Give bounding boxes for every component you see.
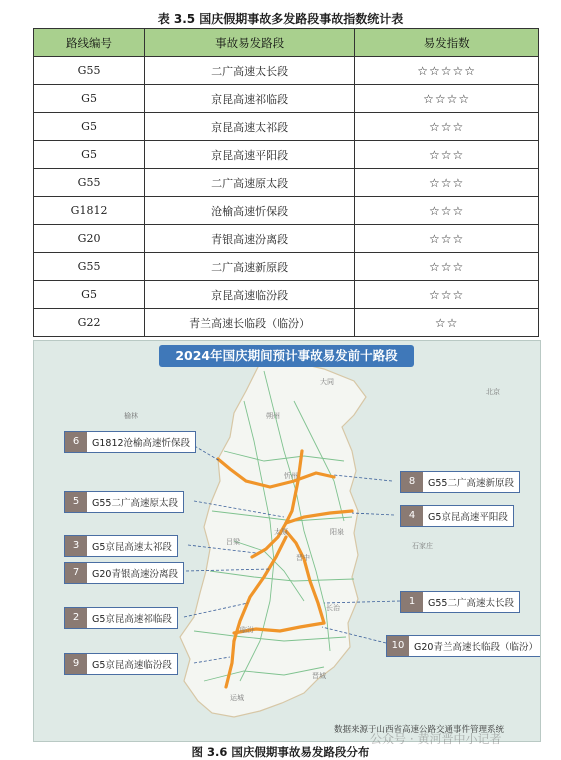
route-code-cell: G22 [34,309,145,337]
section-cell: 沧榆高速忻保段 [145,197,355,225]
table-title: 表 3.5 国庆假期事故多发路段事故指数统计表 [157,12,404,26]
section-cell: 京昆高速祁临段 [145,85,355,113]
index-stars-cell: ☆☆☆ [355,225,539,253]
city-label: 长治 [326,604,340,612]
index-stars-cell: ☆☆☆ [355,197,539,225]
callout-label: G5京昆高速平阳段 [428,512,508,523]
table-row [34,197,539,225]
callout-label: G5京昆高速太祁段 [92,542,172,553]
route-code-cell: G55 [34,169,145,197]
callout-rank: 8 [401,472,423,492]
section-cell: 二广高速新原段 [145,253,355,281]
callout-label: G20青兰高速长临段（临汾） [414,642,538,653]
index-stars-cell: ☆☆☆☆ [355,85,539,113]
table-row [34,281,539,309]
route-code-cell: G20 [34,225,145,253]
route-callout [64,431,196,453]
data-source-note: 数据来源于山西省高速公路交通事件管理系统 [334,725,505,735]
city-label: 朔州 [266,412,280,420]
section-cell: 京昆高速太祁段 [145,113,355,141]
route-callout [400,505,514,527]
route-callout [400,591,520,613]
route-map [33,340,541,742]
callout-rank: 4 [401,506,423,526]
city-label: 吕梁 [226,538,240,546]
index-stars-cell: ☆☆☆ [355,113,539,141]
table-row [34,309,539,337]
table-row [34,253,539,281]
callout-rank: 9 [65,654,87,674]
city-label: 临汾 [240,626,254,634]
index-stars-cell: ☆☆☆ [355,281,539,309]
city-label: 晋城 [312,672,326,680]
table-row [34,141,539,169]
header-index: 易发指数 [355,29,539,57]
city-label: 榆林 [124,412,138,420]
callout-rank: 5 [65,492,87,512]
city-label: 太原 [274,528,288,536]
callout-rank: 7 [65,563,87,583]
city-label: 北京 [486,388,500,396]
table-row [34,169,539,197]
city-label: 运城 [230,694,244,702]
figure-caption: 图 3.6 国庆假期事故易发路段分布 [191,745,370,759]
table-header-row [34,29,539,57]
callout-rank: 10 [387,636,409,656]
route-code-cell: G1812 [34,197,145,225]
route-callout [64,607,178,629]
index-stars-cell: ☆☆ [355,309,539,337]
table-row [34,225,539,253]
city-label: 大同 [320,378,334,386]
callout-label: G55二广高速太长段 [428,598,514,609]
city-label: 晋中 [296,554,310,562]
section-cell: 京昆高速平阳段 [145,141,355,169]
route-code-cell: G55 [34,253,145,281]
route-callout [64,535,178,557]
callout-label: G5京昆高速祁临段 [92,614,172,625]
callout-rank: 2 [65,608,87,628]
section-cell: 二广高速原太段 [145,169,355,197]
section-cell: 青银高速汾离段 [145,225,355,253]
map-banner: 2024年国庆期间预计事故易发前十路段 [159,345,414,367]
callout-rank: 3 [65,536,87,556]
route-callout [386,635,541,657]
callout-label: G55二广高速新原段 [428,478,514,489]
callout-label: G1812沧榆高速忻保段 [92,438,191,449]
section-cell: 青兰高速长临段（临汾） [145,309,355,337]
watermark: 公众号 · 黄河晋中小记者 [370,732,502,746]
route-code-cell: G55 [34,57,145,85]
callout-label: G20青银高速汾离段 [92,569,178,580]
callout-rank: 1 [401,592,423,612]
accident-index-table [33,28,539,337]
table-row [34,85,539,113]
route-callout [64,491,184,513]
index-stars-cell: ☆☆☆ [355,141,539,169]
route-callout [400,471,520,493]
city-label: 石家庄 [412,542,433,550]
route-code-cell: G5 [34,85,145,113]
index-stars-cell: ☆☆☆ [355,253,539,281]
index-stars-cell: ☆☆☆☆☆ [355,57,539,85]
section-cell: 京昆高速临汾段 [145,281,355,309]
index-stars-cell: ☆☆☆ [355,169,539,197]
route-code-cell: G5 [34,141,145,169]
callout-label: G5京昆高速临汾段 [92,660,172,671]
table-row [34,113,539,141]
section-cell: 二广高速太长段 [145,57,355,85]
route-code-cell: G5 [34,281,145,309]
table-row [34,57,539,85]
route-callout [64,653,178,675]
route-callout [64,562,184,584]
city-label: 忻州 [284,472,298,480]
city-label: 阳泉 [330,528,344,536]
header-section: 事故易发路段 [145,29,355,57]
callout-label: G55二广高速原太段 [92,498,178,509]
header-route-code: 路线编号 [34,29,145,57]
callout-rank: 6 [65,432,87,452]
route-code-cell: G5 [34,113,145,141]
